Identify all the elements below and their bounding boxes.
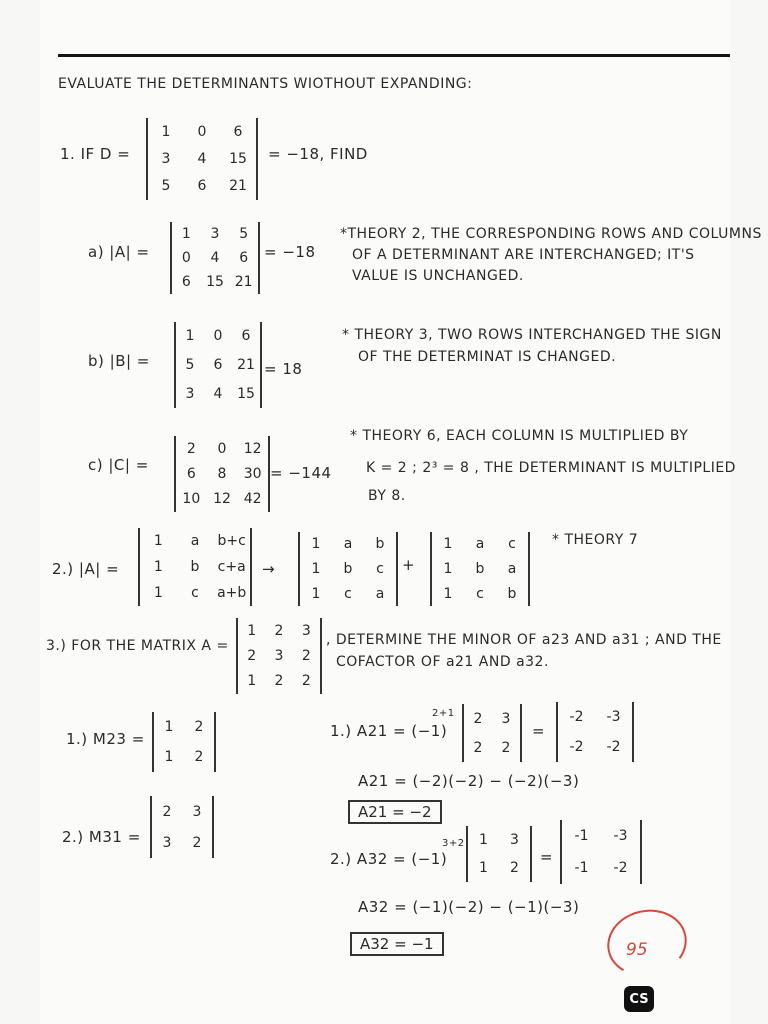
part-a-note-3: VALUE IS UNCHANGED. xyxy=(352,268,524,284)
matrix-entry: 15 xyxy=(229,150,247,167)
matrix-entry: -2 xyxy=(569,709,584,725)
part-c-note-2: K = 2 ; 2³ = 8 , THE DETERMINANT IS MULTIPLIED xyxy=(366,460,736,476)
matrix-entry: 5 xyxy=(239,226,249,242)
matrix-entry: 1 xyxy=(164,749,174,765)
matrix-entry: 4 xyxy=(210,250,220,266)
matrix-entry: b xyxy=(507,585,517,602)
matrix-entry: 4 xyxy=(197,150,207,167)
matrix-entry: a xyxy=(507,560,517,577)
matrix-entry: 0 xyxy=(213,328,223,345)
matrix-entry: 1 xyxy=(479,860,488,876)
part-a-label: a) |A| = xyxy=(88,243,150,261)
matrix-entry: a xyxy=(375,585,385,602)
matrix-entry: -2 xyxy=(613,860,628,876)
matrix-entry: b xyxy=(475,560,485,577)
matrix-entry: 1 xyxy=(185,328,195,345)
matrix-entry: b xyxy=(375,536,385,553)
matrix-entry: 2 xyxy=(192,834,202,851)
matrix-entry: 6 xyxy=(233,123,243,140)
grade-score: 95 xyxy=(626,940,648,960)
matrix-entry: 2 xyxy=(510,860,519,876)
matrix-entry: 1 xyxy=(181,226,191,242)
matrix-entry: 2 xyxy=(194,749,204,765)
matrix-entry: 1 xyxy=(311,585,321,602)
matrix-entry: 12 xyxy=(213,491,231,508)
q3-label: 3.) FOR THE MATRIX A = xyxy=(46,638,229,654)
matrix-entry: 3 xyxy=(161,150,171,167)
cofactor-1-equals: = xyxy=(532,722,546,740)
matrix-entry: a xyxy=(475,536,485,553)
matrix-entry: 6 xyxy=(239,250,249,266)
part-b-note-2: OF THE DETERMINAT IS CHANGED. xyxy=(358,349,617,365)
matrix-entry: -3 xyxy=(613,828,628,844)
matrix-entry: c xyxy=(476,585,484,602)
matrix-entry: 6 xyxy=(181,274,191,290)
cofactor-1-det-a xyxy=(462,704,522,762)
matrix-entry: 30 xyxy=(243,465,262,482)
part-c-result: = −144 xyxy=(270,464,332,482)
minor-2-label: 2.) M31 = xyxy=(62,828,141,846)
matrix-entry: -2 xyxy=(569,739,584,755)
q2-plus: + xyxy=(402,556,416,574)
matrix-entry: 6 xyxy=(186,465,196,482)
matrix-entry: 2 xyxy=(274,622,284,639)
matrix-entry: c xyxy=(344,585,352,602)
top-rule xyxy=(58,54,730,57)
cofactor-2-det-b xyxy=(560,820,642,884)
matrix-entry: 1 xyxy=(153,585,163,601)
matrix-entry: 1 xyxy=(247,673,257,690)
matrix-entry: 4 xyxy=(213,385,223,402)
cofactor-2-exponent: 3+2 xyxy=(442,838,465,849)
q3-text-1: , DETERMINE THE MINOR OF a23 AND a31 ; AND THE xyxy=(326,632,722,648)
q2-determinant xyxy=(138,528,252,606)
cofactor-2-equals: = xyxy=(540,848,554,866)
minor-1-label: 1.) M23 = xyxy=(66,730,145,748)
matrix-entry: b xyxy=(190,559,200,575)
cofactor-1-calculation: A21 = (−2)(−2) − (−2)(−3) xyxy=(358,772,580,790)
matrix-entry: 3 xyxy=(274,647,284,664)
matrix-entry: 12 xyxy=(243,440,262,457)
matrix-entry: 6 xyxy=(197,178,207,195)
matrix-entry: a xyxy=(343,536,353,553)
q2-note: * THEORY 7 xyxy=(552,532,639,548)
cofactor-2-answer-box: A32 = −1 xyxy=(350,932,444,956)
matrix-entry: -2 xyxy=(606,739,621,755)
matrix-entry: 2 xyxy=(301,673,311,690)
matrix-entry: 2 xyxy=(274,673,284,690)
part-c-note-1: * THEORY 6, EACH COLUMN IS MULTIPLIED BY xyxy=(350,428,689,444)
matrix-entry: 1 xyxy=(153,559,163,575)
cofactor-1-det-b xyxy=(556,702,634,762)
matrix-entry: 21 xyxy=(229,178,247,195)
matrix-entry: 0 xyxy=(197,123,207,140)
matrix-entry: 21 xyxy=(237,356,255,373)
part-b-note-1: * THEORY 3, TWO ROWS INTERCHANGED THE SIGN xyxy=(342,327,722,343)
matrix-entry: 3 xyxy=(301,622,311,639)
matrix-entry: 2 xyxy=(501,739,511,756)
part-a-note-2: OF A DETERMINANT ARE INTERCHANGED; IT'S xyxy=(352,247,695,263)
matrix-entry: 0 xyxy=(217,440,227,457)
matrix-entry: 2 xyxy=(473,710,483,727)
matrix-entry: 2 xyxy=(194,719,204,735)
q2-label: 2.) |A| = xyxy=(52,560,120,578)
matrix-entry: c xyxy=(191,585,199,601)
cofactor-2-det-a xyxy=(466,826,532,882)
matrix-entry: -1 xyxy=(574,860,589,876)
matrix-entry: 3 xyxy=(162,834,172,851)
minor-2-determinant xyxy=(150,796,214,858)
matrix-entry: c xyxy=(376,560,384,577)
matrix-entry: 3 xyxy=(192,803,202,820)
cofactor-1-exponent: 2+1 xyxy=(432,708,455,719)
matrix-entry: 5 xyxy=(185,356,195,373)
matrix-entry: 3 xyxy=(185,385,195,402)
matrix-entry: 2 xyxy=(247,647,257,664)
matrix-entry: -1 xyxy=(574,828,589,844)
cofactor-1-answer-box: A21 = −2 xyxy=(348,800,442,824)
matrix-entry: 1 xyxy=(153,533,163,549)
matrix-entry: 1 xyxy=(164,719,174,735)
matrix-entry: c xyxy=(508,536,516,553)
matrix-entry: c+a xyxy=(217,559,246,575)
minor-1-determinant xyxy=(152,712,216,772)
matrix-entry: 1 xyxy=(443,585,453,602)
matrix-entry: 1 xyxy=(311,536,321,553)
camscanner-badge: CS xyxy=(624,986,654,1012)
part-a-result: = −18 xyxy=(264,243,316,261)
matrix-entry: 1 xyxy=(247,622,257,639)
matrix-entry: 2 xyxy=(162,803,172,820)
matrix-entry: 2 xyxy=(186,440,196,457)
cofactor-2-calculation: A32 = (−1)(−2) − (−1)(−3) xyxy=(358,898,580,916)
q2-determinant-split-1 xyxy=(298,532,398,606)
matrix-entry: 1 xyxy=(443,536,453,553)
q3-text-2: COFACTOR OF a21 AND a32. xyxy=(336,654,549,670)
matrix-entry: 2 xyxy=(301,647,311,664)
part-c-determinant xyxy=(174,436,270,512)
part-a-note-1: *THEORY 2, THE CORRESPONDING ROWS AND COLUMNS xyxy=(340,226,762,242)
matrix-entry: 15 xyxy=(237,385,255,402)
page-heading: EVALUATE THE DETERMINANTS WIOTHOUT EXPANDING: xyxy=(58,76,473,92)
matrix-entry: 5 xyxy=(161,178,171,195)
matrix-entry: 3 xyxy=(501,710,511,727)
matrix-entry: 15 xyxy=(206,274,224,290)
matrix-entry: 10 xyxy=(182,491,201,508)
cofactor-1-label: 1.) A21 = (−1) xyxy=(330,722,448,740)
matrix-entry: 3 xyxy=(510,832,519,848)
matrix-entry: -3 xyxy=(606,709,621,725)
matrix-entry: b+c xyxy=(217,533,246,549)
matrix-entry: 3 xyxy=(210,226,220,242)
matrix-entry: 2 xyxy=(473,739,483,756)
q1-determinant xyxy=(146,118,258,200)
matrix-entry: 8 xyxy=(217,465,227,482)
matrix-entry: 1 xyxy=(479,832,488,848)
matrix-entry: 42 xyxy=(243,491,262,508)
matrix-entry: a xyxy=(190,533,200,549)
q1-result: = −18, FIND xyxy=(268,145,368,163)
part-b-determinant xyxy=(174,322,262,408)
part-c-note-3: BY 8. xyxy=(368,488,406,504)
matrix-entry: b xyxy=(343,560,353,577)
matrix-entry: 1 xyxy=(161,123,171,140)
part-b-label: b) |B| = xyxy=(88,352,150,370)
q2-arrow: → xyxy=(262,560,276,578)
matrix-entry: 0 xyxy=(181,250,191,266)
part-c-label: c) |C| = xyxy=(88,456,149,474)
q1-label: 1. IF D = xyxy=(60,145,131,163)
part-a-determinant xyxy=(170,222,260,294)
matrix-entry: 1 xyxy=(311,560,321,577)
matrix-entry: 6 xyxy=(241,328,251,345)
matrix-entry: 21 xyxy=(234,274,253,290)
part-b-result: = 18 xyxy=(264,360,303,378)
q3-matrix xyxy=(236,618,322,694)
matrix-entry: a+b xyxy=(217,585,247,601)
matrix-entry: 6 xyxy=(213,356,223,373)
q2-determinant-split-2 xyxy=(430,532,530,606)
cofactor-2-label: 2.) A32 = (−1) xyxy=(330,850,448,868)
matrix-entry: 1 xyxy=(443,560,453,577)
